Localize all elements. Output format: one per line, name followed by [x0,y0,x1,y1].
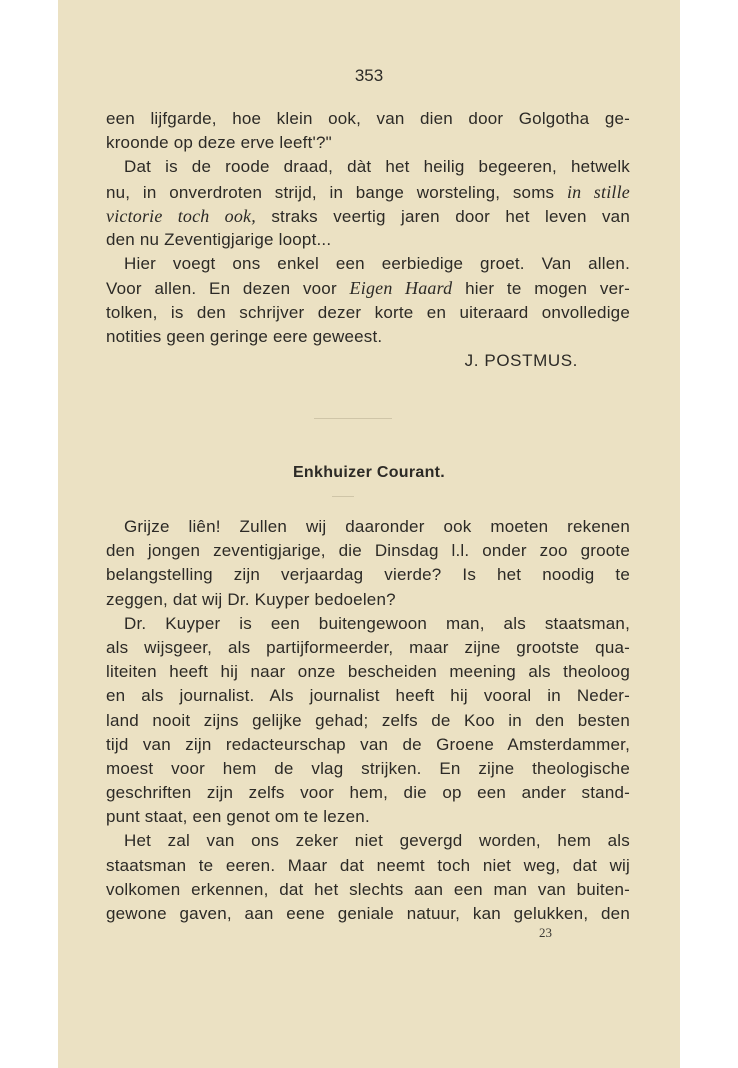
text-run: nu, in onverdroten strijd, in bange worsteling, soms [106,182,555,202]
text-line: notities geen geringe eere geweest. [106,326,383,346]
text-line: tijd van zijn redacteurschap van de Groene Amsterdammer, [106,734,630,754]
section-divider [314,418,392,419]
text-line: liteiten heeft hij naar onze bescheiden meening als theoloog [106,662,630,682]
text-line: Dat is de roode draad, dàt het heilig begeeren, hetwelk [124,157,630,177]
author-signature: J. POSTMUS. [464,350,578,370]
text-line [106,276,630,300]
italic-text: in stille [566,181,630,202]
text-line: kroonde op deze erve leeft'?" [106,133,332,153]
text-line: en als journalist. Als journalist heeft hij vooral in Neder- [106,686,630,706]
text-line: Het zal van ons zeker niet gevergd worden, hem als [124,831,630,851]
text-line: land nooit zijns gelijke gehad; zelfs de Koo in den besten [106,710,630,730]
book-page [58,0,680,1068]
page-number: 353 [354,66,384,85]
text-line: den nu Zeventigjarige loopt... [106,229,332,249]
text-line: punt staat, een genot om te lezen. [106,807,370,827]
text-run: straks veertig jaren door het leven van [271,206,630,226]
text-line: Grijze liên! Zullen wij daaronder ook moeten rekenen [124,517,630,536]
italic-text: Eigen Haard [349,278,453,299]
text-line: volkomen erkennen, dat het slechts aan een man van buiten- [106,879,630,899]
section-heading: Enkhuizer Courant. [292,464,446,481]
text-line: gewone gaven, aan eene geniale natuur, kan gelukken, den [106,904,630,923]
courant-text-block [106,515,630,926]
text-line: een lijfgarde, hoe klein ook, van dien door Golgotha ge- [106,109,630,128]
text-line: tolken, is den schrijver dezer korte en uiteraard onvolledige [106,302,630,322]
text-run: hier te mogen ver- [465,279,630,299]
text-line: den jongen zeventigjarige, die Dinsdag l.l. onder zoo groote [106,541,630,561]
text-line: als wijsgeer, als partijformeerder, maar zijne grootste qua- [106,637,630,657]
text-line: moest voor hem de vlag strijken. En zijne theologische [106,758,630,778]
text-line [106,180,630,204]
text-line: staatsman te eeren. Maar dat neemt toch niet weg, dat wij [106,855,630,875]
text-line: geschriften zijn zelfs voor hem, die op een ander stand- [106,783,630,803]
printer-signature-mark: 23 [539,925,552,940]
text-line: Hier voegt ons enkel een eerbiedige groet. Van allen. [124,254,630,274]
text-line [106,204,630,228]
text-line: belangstelling zijn verjaardag vierde? Is het noodig te [106,565,630,585]
text-line: zeggen, dat wij Dr. Kuyper bedoelen? [106,589,396,609]
italic-text: victorie toch ook, [106,205,256,226]
text-line: Dr. Kuyper is een buitengewoon man, als staatsman, [124,613,630,633]
heading-underline [332,496,354,497]
postmus-text-block [106,107,630,373]
text-run: Voor allen. En dezen voor [106,279,337,299]
